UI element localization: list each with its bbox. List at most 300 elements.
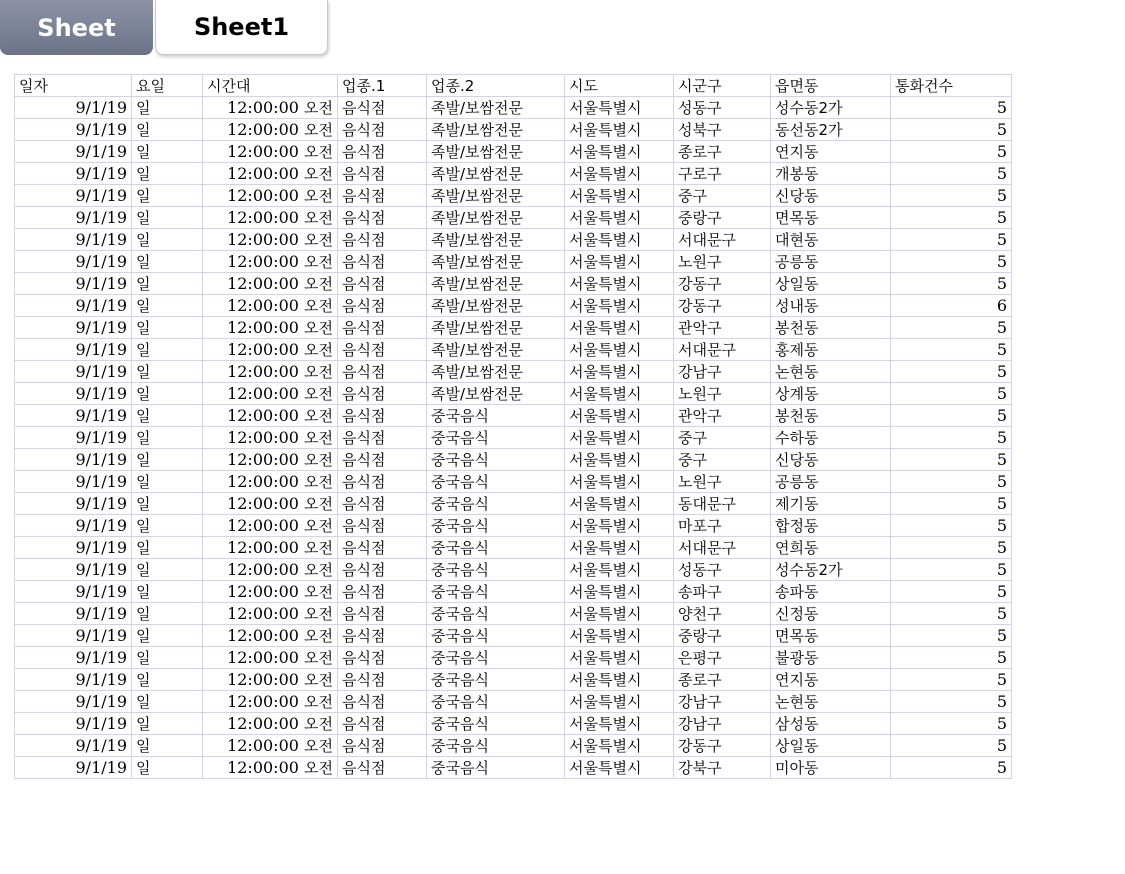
category-2-cell[interactable]: 족발/보쌈전문 — [427, 339, 565, 361]
call-count-cell[interactable]: 5 — [891, 757, 1012, 779]
time-slot-cell[interactable] — [203, 339, 338, 361]
time-slot-cell[interactable] — [203, 735, 338, 757]
time-slot-cell[interactable] — [203, 185, 338, 207]
category-1-cell[interactable]: 음식점 — [338, 207, 427, 229]
weekday-cell[interactable]: 일 — [132, 185, 203, 207]
weekday-cell[interactable]: 일 — [132, 317, 203, 339]
category-2-cell[interactable]: 중국음식 — [427, 581, 565, 603]
neighborhood-cell[interactable]: 수하동 — [771, 427, 891, 449]
province-cell[interactable]: 서울특별시 — [565, 559, 674, 581]
weekday-cell[interactable]: 일 — [132, 229, 203, 251]
time-value: 12:00:00 — [227, 427, 299, 447]
weekday-cell[interactable]: 일 — [132, 427, 203, 449]
category-1-cell[interactable]: 음식점 — [338, 735, 427, 757]
category-1-cell[interactable]: 음식점 — [338, 141, 427, 163]
category-2-cell[interactable]: 족발/보쌈전문 — [427, 273, 565, 295]
table-row — [15, 339, 1012, 361]
neighborhood-cell[interactable]: 홍제동 — [771, 339, 891, 361]
time-slot-cell[interactable] — [203, 383, 338, 405]
neighborhood-cell[interactable]: 성수동2가 — [771, 559, 891, 581]
district-cell[interactable]: 마포구 — [674, 515, 771, 537]
time-slot-cell[interactable] — [203, 119, 338, 141]
time-slot-cell[interactable] — [203, 515, 338, 537]
neighborhood-cell[interactable]: 면목동 — [771, 207, 891, 229]
category-2-cell[interactable]: 족발/보쌈전문 — [427, 295, 565, 317]
neighborhood-cell[interactable]: 성수동2가 — [771, 97, 891, 119]
neighborhood-cell[interactable]: 봉천동 — [771, 405, 891, 427]
neighborhood-cell[interactable]: 연지동 — [771, 669, 891, 691]
category-1-cell[interactable]: 음식점 — [338, 581, 427, 603]
call-count-cell[interactable]: 5 — [891, 273, 1012, 295]
call-count-cell[interactable]: 5 — [891, 207, 1012, 229]
category-2-cell[interactable]: 중국음식 — [427, 603, 565, 625]
province-cell[interactable]: 서울특별시 — [565, 603, 674, 625]
neighborhood-cell[interactable]: 삼성동 — [771, 713, 891, 735]
call-count-cell[interactable]: 5 — [891, 163, 1012, 185]
category-1-cell[interactable]: 음식점 — [338, 757, 427, 779]
district-cell[interactable]: 성북구 — [674, 119, 771, 141]
date-cell[interactable]: 9/1/19 — [15, 141, 132, 163]
province-cell[interactable]: 서울특별시 — [565, 647, 674, 669]
date-cell[interactable]: 9/1/19 — [15, 735, 132, 757]
weekday-cell[interactable]: 일 — [132, 339, 203, 361]
neighborhood-cell[interactable]: 면목동 — [771, 625, 891, 647]
time-slot-cell[interactable] — [203, 163, 338, 185]
call-count-cell[interactable]: 5 — [891, 669, 1012, 691]
province-cell[interactable]: 서울특별시 — [565, 361, 674, 383]
category-1-cell[interactable]: 음식점 — [338, 163, 427, 185]
neighborhood-cell[interactable]: 동선동2가 — [771, 119, 891, 141]
category-2-cell[interactable]: 중국음식 — [427, 735, 565, 757]
weekday-cell[interactable]: 일 — [132, 713, 203, 735]
weekday-cell[interactable]: 일 — [132, 515, 203, 537]
neighborhood-cell[interactable]: 신당동 — [771, 449, 891, 471]
date-cell[interactable]: 9/1/19 — [15, 691, 132, 713]
time-slot-cell[interactable] — [203, 581, 338, 603]
call-count-cell[interactable]: 5 — [891, 141, 1012, 163]
weekday-cell[interactable]: 일 — [132, 383, 203, 405]
column-header-date[interactable]: 일자 — [15, 75, 132, 97]
weekday-cell[interactable]: 일 — [132, 361, 203, 383]
province-cell[interactable]: 서울특별시 — [565, 295, 674, 317]
category-2-cell[interactable]: 중국음식 — [427, 647, 565, 669]
time-slot-cell[interactable] — [203, 625, 338, 647]
category-2-cell[interactable]: 족발/보쌈전문 — [427, 163, 565, 185]
date-cell[interactable]: 9/1/19 — [15, 229, 132, 251]
column-header-province[interactable]: 시도 — [565, 75, 674, 97]
province-cell[interactable]: 서울특별시 — [565, 515, 674, 537]
neighborhood-cell[interactable]: 불광동 — [771, 647, 891, 669]
province-cell[interactable]: 서울특별시 — [565, 581, 674, 603]
date-cell[interactable]: 9/1/19 — [15, 295, 132, 317]
date-cell[interactable]: 9/1/19 — [15, 559, 132, 581]
time-slot-cell[interactable] — [203, 691, 338, 713]
district-cell[interactable]: 종로구 — [674, 141, 771, 163]
table-row — [15, 471, 1012, 493]
time-slot-cell[interactable] — [203, 207, 338, 229]
time-slot-cell[interactable] — [203, 559, 338, 581]
date-cell[interactable]: 9/1/19 — [15, 163, 132, 185]
weekday-cell[interactable]: 일 — [132, 647, 203, 669]
call-count-cell[interactable]: 5 — [891, 251, 1012, 273]
category-2-cell[interactable]: 족발/보쌈전문 — [427, 361, 565, 383]
category-2-cell[interactable]: 중국음식 — [427, 713, 565, 735]
category-1-cell[interactable]: 음식점 — [338, 229, 427, 251]
district-cell[interactable]: 중구 — [674, 185, 771, 207]
category-1-cell[interactable]: 음식점 — [338, 383, 427, 405]
call-count-cell[interactable]: 5 — [891, 229, 1012, 251]
category-2-cell[interactable]: 족발/보쌈전문 — [427, 207, 565, 229]
district-cell[interactable]: 강남구 — [674, 361, 771, 383]
neighborhood-cell[interactable]: 논현동 — [771, 691, 891, 713]
category-2-cell[interactable]: 중국음식 — [427, 471, 565, 493]
date-cell[interactable]: 9/1/19 — [15, 361, 132, 383]
neighborhood-cell[interactable]: 신정동 — [771, 603, 891, 625]
district-cell[interactable]: 중구 — [674, 449, 771, 471]
call-count-cell[interactable]: 5 — [891, 185, 1012, 207]
category-1-cell[interactable]: 음식점 — [338, 471, 427, 493]
call-count-cell[interactable]: 5 — [891, 515, 1012, 537]
date-cell[interactable]: 9/1/19 — [15, 493, 132, 515]
province-cell[interactable]: 서울특별시 — [565, 669, 674, 691]
column-header-category-1[interactable]: 업종.1 — [338, 75, 427, 97]
category-2-cell[interactable]: 중국음식 — [427, 559, 565, 581]
category-1-cell[interactable]: 음식점 — [338, 603, 427, 625]
district-cell[interactable]: 성동구 — [674, 559, 771, 581]
time-slot-cell[interactable] — [203, 713, 338, 735]
call-count-cell[interactable]: 5 — [891, 537, 1012, 559]
time-slot-cell[interactable] — [203, 647, 338, 669]
call-count-cell[interactable]: 5 — [891, 361, 1012, 383]
province-cell[interactable]: 서울특별시 — [565, 317, 674, 339]
province-cell[interactable]: 서울특별시 — [565, 185, 674, 207]
time-slot-cell[interactable] — [203, 405, 338, 427]
weekday-cell[interactable]: 일 — [132, 207, 203, 229]
call-count-cell[interactable]: 5 — [891, 735, 1012, 757]
neighborhood-cell[interactable]: 합정동 — [771, 515, 891, 537]
call-count-cell[interactable]: 5 — [891, 449, 1012, 471]
neighborhood-cell[interactable]: 논현동 — [771, 361, 891, 383]
date-cell[interactable]: 9/1/19 — [15, 119, 132, 141]
district-cell[interactable]: 종로구 — [674, 669, 771, 691]
date-cell[interactable]: 9/1/19 — [15, 317, 132, 339]
category-1-cell[interactable]: 음식점 — [338, 317, 427, 339]
district-cell[interactable]: 동대문구 — [674, 493, 771, 515]
district-cell[interactable]: 성동구 — [674, 97, 771, 119]
province-cell[interactable]: 서울특별시 — [565, 493, 674, 515]
weekday-cell[interactable]: 일 — [132, 471, 203, 493]
province-cell[interactable]: 서울특별시 — [565, 97, 674, 119]
call-count-cell[interactable]: 5 — [891, 625, 1012, 647]
province-cell[interactable]: 서울특별시 — [565, 735, 674, 757]
time-slot-cell[interactable] — [203, 471, 338, 493]
district-cell[interactable]: 강남구 — [674, 691, 771, 713]
column-header-district[interactable]: 시군구 — [674, 75, 771, 97]
column-header-time-slot[interactable]: 시간대 — [203, 75, 338, 97]
neighborhood-cell[interactable]: 성내동 — [771, 295, 891, 317]
category-1-cell[interactable]: 음식점 — [338, 515, 427, 537]
date-cell[interactable]: 9/1/19 — [15, 757, 132, 779]
time-slot-cell[interactable] — [203, 273, 338, 295]
category-1-cell[interactable]: 음식점 — [338, 691, 427, 713]
district-cell[interactable]: 관악구 — [674, 405, 771, 427]
time-slot-cell[interactable] — [203, 669, 338, 691]
category-1-cell[interactable]: 음식점 — [338, 449, 427, 471]
call-count-cell[interactable]: 5 — [891, 647, 1012, 669]
weekday-cell[interactable]: 일 — [132, 141, 203, 163]
province-cell[interactable]: 서울특별시 — [565, 119, 674, 141]
district-cell[interactable]: 강동구 — [674, 735, 771, 757]
province-cell[interactable]: 서울특별시 — [565, 537, 674, 559]
category-2-cell[interactable]: 족발/보쌈전문 — [427, 97, 565, 119]
category-1-cell[interactable]: 음식점 — [338, 493, 427, 515]
date-cell[interactable]: 9/1/19 — [15, 449, 132, 471]
time-value: 12:00:00 — [227, 97, 299, 117]
time-slot-cell[interactable] — [203, 757, 338, 779]
neighborhood-cell[interactable]: 대현동 — [771, 229, 891, 251]
neighborhood-cell[interactable]: 상계동 — [771, 383, 891, 405]
date-cell[interactable]: 9/1/19 — [15, 207, 132, 229]
time-slot-cell[interactable] — [203, 97, 338, 119]
call-count-cell[interactable]: 5 — [891, 383, 1012, 405]
district-cell[interactable]: 강동구 — [674, 273, 771, 295]
neighborhood-cell[interactable]: 송파동 — [771, 581, 891, 603]
weekday-cell[interactable]: 일 — [132, 119, 203, 141]
time-slot-cell[interactable] — [203, 229, 338, 251]
province-cell[interactable]: 서울특별시 — [565, 625, 674, 647]
call-count-cell[interactable]: 5 — [891, 427, 1012, 449]
weekday-cell[interactable]: 일 — [132, 493, 203, 515]
weekday-cell[interactable]: 일 — [132, 735, 203, 757]
weekday-cell[interactable]: 일 — [132, 163, 203, 185]
district-cell[interactable]: 관악구 — [674, 317, 771, 339]
neighborhood-cell[interactable]: 봉천동 — [771, 317, 891, 339]
weekday-cell[interactable]: 일 — [132, 757, 203, 779]
column-header-neighborhood[interactable]: 읍면동 — [771, 75, 891, 97]
date-cell[interactable]: 9/1/19 — [15, 97, 132, 119]
category-1-cell[interactable]: 음식점 — [338, 669, 427, 691]
province-cell[interactable]: 서울특별시 — [565, 471, 674, 493]
time-slot-cell[interactable] — [203, 537, 338, 559]
time-slot-cell[interactable] — [203, 251, 338, 273]
category-2-cell[interactable]: 중국음식 — [427, 493, 565, 515]
province-cell[interactable]: 서울특별시 — [565, 251, 674, 273]
date-cell[interactable]: 9/1/19 — [15, 251, 132, 273]
tab-sheet1[interactable]: Sheet1 — [155, 0, 328, 55]
category-2-cell[interactable]: 중국음식 — [427, 427, 565, 449]
province-cell[interactable]: 서울특별시 — [565, 339, 674, 361]
category-1-cell[interactable]: 음식점 — [338, 427, 427, 449]
time-value: 12:00:00 — [227, 669, 299, 689]
call-count-cell[interactable]: 5 — [891, 97, 1012, 119]
column-header-call-count[interactable]: 통화건수 — [891, 75, 1012, 97]
call-count-cell[interactable]: 5 — [891, 603, 1012, 625]
neighborhood-cell[interactable]: 공릉동 — [771, 251, 891, 273]
neighborhood-cell[interactable]: 미아동 — [771, 757, 891, 779]
category-1-cell[interactable]: 음식점 — [338, 559, 427, 581]
category-2-cell[interactable]: 족발/보쌈전문 — [427, 141, 565, 163]
district-cell[interactable]: 서대문구 — [674, 229, 771, 251]
date-cell[interactable]: 9/1/19 — [15, 471, 132, 493]
neighborhood-cell[interactable]: 개봉동 — [771, 163, 891, 185]
category-2-cell[interactable]: 족발/보쌈전문 — [427, 119, 565, 141]
province-cell[interactable]: 서울특별시 — [565, 405, 674, 427]
province-cell[interactable]: 서울특별시 — [565, 273, 674, 295]
district-cell[interactable]: 은평구 — [674, 647, 771, 669]
category-1-cell[interactable]: 음식점 — [338, 97, 427, 119]
date-cell[interactable]: 9/1/19 — [15, 383, 132, 405]
time-slot-cell[interactable] — [203, 317, 338, 339]
call-count-cell[interactable]: 5 — [891, 559, 1012, 581]
category-2-cell[interactable]: 중국음식 — [427, 537, 565, 559]
category-2-cell[interactable]: 중국음식 — [427, 691, 565, 713]
date-cell[interactable]: 9/1/19 — [15, 185, 132, 207]
neighborhood-cell[interactable]: 연지동 — [771, 141, 891, 163]
weekday-cell[interactable]: 일 — [132, 603, 203, 625]
category-1-cell[interactable]: 음식점 — [338, 625, 427, 647]
date-cell[interactable]: 9/1/19 — [15, 581, 132, 603]
district-cell[interactable]: 노원구 — [674, 471, 771, 493]
category-1-cell[interactable]: 음식점 — [338, 251, 427, 273]
weekday-cell[interactable]: 일 — [132, 581, 203, 603]
category-2-cell[interactable]: 중국음식 — [427, 449, 565, 471]
time-slot-cell[interactable] — [203, 295, 338, 317]
am-pm-label: 오전 — [304, 516, 333, 535]
date-cell[interactable]: 9/1/19 — [15, 625, 132, 647]
neighborhood-cell[interactable]: 상일동 — [771, 273, 891, 295]
call-count-cell[interactable]: 5 — [891, 493, 1012, 515]
call-count-cell[interactable]: 5 — [891, 713, 1012, 735]
province-cell[interactable]: 서울특별시 — [565, 713, 674, 735]
province-cell[interactable]: 서울특별시 — [565, 207, 674, 229]
category-1-cell[interactable]: 음식점 — [338, 119, 427, 141]
neighborhood-cell[interactable]: 신당동 — [771, 185, 891, 207]
neighborhood-cell[interactable]: 상일동 — [771, 735, 891, 757]
district-cell[interactable]: 강북구 — [674, 757, 771, 779]
district-cell[interactable]: 구로구 — [674, 163, 771, 185]
weekday-cell[interactable]: 일 — [132, 273, 203, 295]
province-cell[interactable]: 서울특별시 — [565, 141, 674, 163]
district-cell[interactable]: 노원구 — [674, 251, 771, 273]
category-1-cell[interactable]: 음식점 — [338, 273, 427, 295]
time-slot-cell[interactable] — [203, 449, 338, 471]
district-cell[interactable]: 양천구 — [674, 603, 771, 625]
neighborhood-cell[interactable]: 제기동 — [771, 493, 891, 515]
call-count-cell[interactable]: 6 — [891, 295, 1012, 317]
date-cell[interactable]: 9/1/19 — [15, 647, 132, 669]
date-cell[interactable]: 9/1/19 — [15, 515, 132, 537]
call-count-cell[interactable]: 5 — [891, 405, 1012, 427]
date-cell[interactable]: 9/1/19 — [15, 713, 132, 735]
category-1-cell[interactable]: 음식점 — [338, 713, 427, 735]
province-cell[interactable]: 서울특별시 — [565, 691, 674, 713]
date-cell[interactable]: 9/1/19 — [15, 405, 132, 427]
call-count-cell[interactable]: 5 — [891, 471, 1012, 493]
category-2-cell[interactable]: 중국음식 — [427, 757, 565, 779]
time-slot-cell[interactable] — [203, 141, 338, 163]
call-count-cell[interactable]: 5 — [891, 119, 1012, 141]
time-slot-cell[interactable] — [203, 493, 338, 515]
category-2-cell[interactable]: 족발/보쌈전문 — [427, 229, 565, 251]
district-cell[interactable]: 송파구 — [674, 581, 771, 603]
column-header-weekday[interactable]: 요일 — [132, 75, 203, 97]
category-2-cell[interactable]: 중국음식 — [427, 405, 565, 427]
district-cell[interactable]: 중구 — [674, 427, 771, 449]
date-cell[interactable]: 9/1/19 — [15, 339, 132, 361]
district-cell[interactable]: 중랑구 — [674, 207, 771, 229]
time-value: 12:00:00 — [227, 207, 299, 227]
date-cell[interactable]: 9/1/19 — [15, 669, 132, 691]
district-cell[interactable]: 중랑구 — [674, 625, 771, 647]
category-1-cell[interactable]: 음식점 — [338, 339, 427, 361]
call-count-cell[interactable]: 5 — [891, 317, 1012, 339]
category-1-cell[interactable]: 음식점 — [338, 405, 427, 427]
am-pm-label: 오전 — [304, 670, 333, 689]
time-slot-cell[interactable] — [203, 427, 338, 449]
neighborhood-cell[interactable]: 연희동 — [771, 537, 891, 559]
date-cell[interactable]: 9/1/19 — [15, 603, 132, 625]
tab-sheet[interactable]: Sheet — [0, 0, 153, 55]
category-1-cell[interactable]: 음식점 — [338, 185, 427, 207]
category-2-cell[interactable]: 중국음식 — [427, 625, 565, 647]
time-value: 12:00:00 — [227, 713, 299, 733]
call-count-cell[interactable]: 5 — [891, 691, 1012, 713]
category-1-cell[interactable]: 음식점 — [338, 647, 427, 669]
weekday-cell[interactable]: 일 — [132, 251, 203, 273]
date-cell[interactable]: 9/1/19 — [15, 427, 132, 449]
weekday-cell[interactable]: 일 — [132, 625, 203, 647]
weekday-cell[interactable]: 일 — [132, 691, 203, 713]
category-2-cell[interactable]: 족발/보쌈전문 — [427, 185, 565, 207]
category-2-cell[interactable]: 중국음식 — [427, 669, 565, 691]
neighborhood-cell[interactable]: 공릉동 — [771, 471, 891, 493]
province-cell[interactable]: 서울특별시 — [565, 229, 674, 251]
weekday-cell[interactable]: 일 — [132, 97, 203, 119]
district-cell[interactable]: 서대문구 — [674, 339, 771, 361]
category-1-cell[interactable]: 음식점 — [338, 295, 427, 317]
date-cell[interactable]: 9/1/19 — [15, 273, 132, 295]
category-2-cell[interactable]: 족발/보쌈전문 — [427, 317, 565, 339]
district-cell[interactable]: 강남구 — [674, 713, 771, 735]
weekday-cell[interactable]: 일 — [132, 295, 203, 317]
province-cell[interactable]: 서울특별시 — [565, 427, 674, 449]
category-2-cell[interactable]: 중국음식 — [427, 515, 565, 537]
weekday-cell[interactable]: 일 — [132, 559, 203, 581]
am-pm-label: 오전 — [304, 384, 333, 403]
call-count-cell[interactable]: 5 — [891, 339, 1012, 361]
date-cell[interactable]: 9/1/19 — [15, 537, 132, 559]
province-cell[interactable]: 서울특별시 — [565, 757, 674, 779]
province-cell[interactable]: 서울특별시 — [565, 383, 674, 405]
weekday-cell[interactable]: 일 — [132, 669, 203, 691]
column-header-category-2[interactable]: 업종.2 — [427, 75, 565, 97]
district-cell[interactable]: 서대문구 — [674, 537, 771, 559]
category-1-cell[interactable]: 음식점 — [338, 361, 427, 383]
weekday-cell[interactable]: 일 — [132, 537, 203, 559]
category-1-cell[interactable]: 음식점 — [338, 537, 427, 559]
province-cell[interactable]: 서울특별시 — [565, 163, 674, 185]
time-slot-cell[interactable] — [203, 603, 338, 625]
time-slot-cell[interactable] — [203, 361, 338, 383]
weekday-cell[interactable]: 일 — [132, 405, 203, 427]
call-count-cell[interactable]: 5 — [891, 581, 1012, 603]
province-cell[interactable]: 서울특별시 — [565, 449, 674, 471]
weekday-cell[interactable]: 일 — [132, 449, 203, 471]
category-2-cell[interactable]: 족발/보쌈전문 — [427, 251, 565, 273]
district-cell[interactable]: 강동구 — [674, 295, 771, 317]
district-cell[interactable]: 노원구 — [674, 383, 771, 405]
category-2-cell[interactable]: 족발/보쌈전문 — [427, 383, 565, 405]
